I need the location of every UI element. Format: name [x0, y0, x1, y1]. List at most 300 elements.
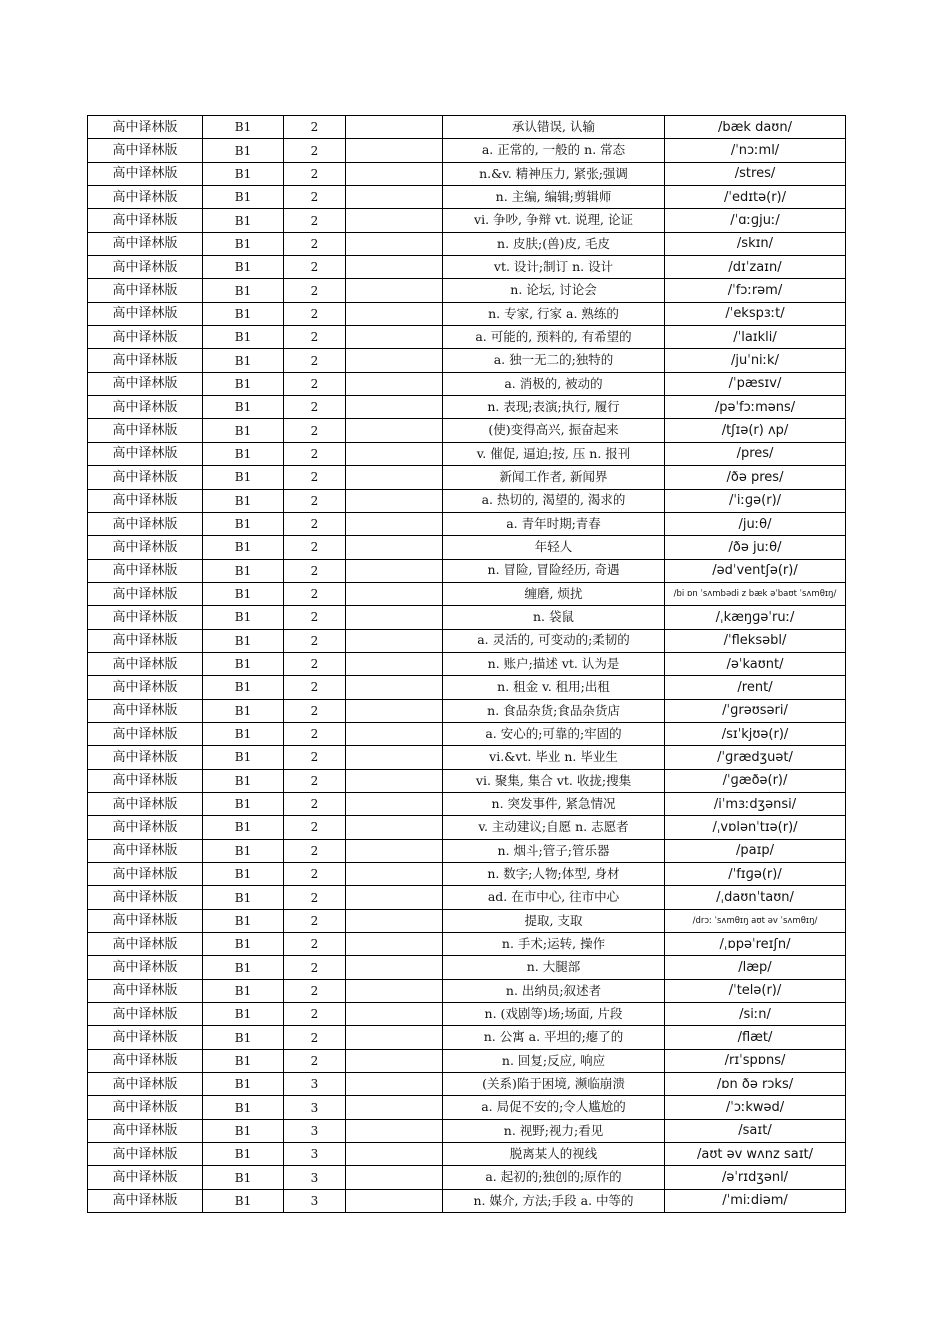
- word-cell: [346, 1189, 443, 1212]
- textbook-cell: 高中译林版: [88, 536, 203, 559]
- vocabulary-table: [87, 115, 846, 1213]
- table-row: [88, 956, 846, 979]
- table-row: [88, 372, 846, 395]
- word-cell: [346, 302, 443, 325]
- meaning-cell: n. (戏剧等)场;场面, 片段: [443, 1003, 665, 1026]
- unit-cell: 2: [284, 933, 346, 956]
- phonetic-cell: /pəˈfɔːməns/: [665, 396, 846, 419]
- meaning-cell: v. 主动建议;自愿 n. 志愿者: [443, 816, 665, 839]
- unit-cell: 2: [284, 769, 346, 792]
- level-cell: B1: [203, 652, 284, 675]
- level-cell: B1: [203, 139, 284, 162]
- level-cell: B1: [203, 979, 284, 1002]
- level-cell: B1: [203, 372, 284, 395]
- table-row: [88, 839, 846, 862]
- level-cell: B1: [203, 512, 284, 535]
- meaning-cell: a. 青年时期;青春: [443, 512, 665, 535]
- unit-cell: 2: [284, 676, 346, 699]
- table-row: [88, 582, 846, 605]
- unit-cell: 2: [284, 839, 346, 862]
- meaning-cell: 缠磨, 烦扰: [443, 582, 665, 605]
- word-cell: [346, 559, 443, 582]
- unit-cell: 2: [284, 746, 346, 769]
- meaning-cell: vi.&vt. 毕业 n. 毕业生: [443, 746, 665, 769]
- textbook-cell: 高中译林版: [88, 1073, 203, 1096]
- unit-cell: 2: [284, 886, 346, 909]
- table-row: [88, 1189, 846, 1212]
- unit-cell: 2: [284, 326, 346, 349]
- table-row: [88, 1166, 846, 1189]
- word-cell: [346, 746, 443, 769]
- table-row: [88, 933, 846, 956]
- level-cell: B1: [203, 162, 284, 185]
- unit-cell: 2: [284, 559, 346, 582]
- level-cell: B1: [203, 279, 284, 302]
- meaning-cell: ad. 在市中心, 往市中心: [443, 886, 665, 909]
- table-row: [88, 326, 846, 349]
- word-cell: [346, 139, 443, 162]
- textbook-cell: 高中译林版: [88, 629, 203, 652]
- textbook-cell: 高中译林版: [88, 933, 203, 956]
- phonetic-cell: /ɒn ðə rɔks/: [665, 1073, 846, 1096]
- word-cell: [346, 769, 443, 792]
- word-cell: [346, 349, 443, 372]
- table-row: [88, 139, 846, 162]
- meaning-cell: a. 正常的, 一般的 n. 常态: [443, 139, 665, 162]
- textbook-cell: 高中译林版: [88, 1166, 203, 1189]
- textbook-cell: 高中译林版: [88, 1096, 203, 1119]
- word-cell: [346, 909, 443, 932]
- meaning-cell: n. 公寓 a. 平坦的;瘪了的: [443, 1026, 665, 1049]
- level-cell: B1: [203, 863, 284, 886]
- phonetic-cell: /siːn/: [665, 1003, 846, 1026]
- word-cell: [346, 186, 443, 209]
- unit-cell: 3: [284, 1166, 346, 1189]
- phonetic-cell: /əˈrɪdʒənl/: [665, 1166, 846, 1189]
- table-row: [88, 419, 846, 442]
- word-cell: [346, 256, 443, 279]
- table-row: [88, 606, 846, 629]
- table-row: [88, 162, 846, 185]
- meaning-cell: a. 可能的, 预料的, 有希望的: [443, 326, 665, 349]
- word-cell: [346, 512, 443, 535]
- word-cell: [346, 863, 443, 886]
- phonetic-cell: /skɪn/: [665, 232, 846, 255]
- meaning-cell: n. 回复;反应, 响应: [443, 1049, 665, 1072]
- meaning-cell: (关系)陷于困境, 濒临崩溃: [443, 1073, 665, 1096]
- phonetic-cell: /pres/: [665, 442, 846, 465]
- unit-cell: 2: [284, 116, 346, 139]
- level-cell: B1: [203, 396, 284, 419]
- phonetic-cell: /ˈfɪɡə(r)/: [665, 863, 846, 886]
- phonetic-cell: /bæk daʊn/: [665, 116, 846, 139]
- meaning-cell: 脱离某人的视线: [443, 1143, 665, 1166]
- level-cell: B1: [203, 326, 284, 349]
- word-cell: [346, 699, 443, 722]
- unit-cell: 2: [284, 792, 346, 815]
- level-cell: B1: [203, 559, 284, 582]
- phonetic-cell: /ˈɡrəʊsəri/: [665, 699, 846, 722]
- phonetic-cell: /ðə pres/: [665, 466, 846, 489]
- textbook-cell: 高中译林版: [88, 1119, 203, 1142]
- table-row: [88, 792, 846, 815]
- phonetic-cell: /rɪˈspɒns/: [665, 1049, 846, 1072]
- textbook-cell: 高中译林版: [88, 769, 203, 792]
- level-cell: B1: [203, 419, 284, 442]
- textbook-cell: 高中译林版: [88, 1143, 203, 1166]
- level-cell: B1: [203, 209, 284, 232]
- textbook-cell: 高中译林版: [88, 256, 203, 279]
- unit-cell: 3: [284, 1073, 346, 1096]
- meaning-cell: n. 专家, 行家 a. 熟练的: [443, 302, 665, 325]
- level-cell: B1: [203, 722, 284, 745]
- word-cell: [346, 209, 443, 232]
- meaning-cell: n. 数字;人物;体型, 身材: [443, 863, 665, 886]
- word-cell: [346, 1119, 443, 1142]
- word-cell: [346, 676, 443, 699]
- table-row: [88, 186, 846, 209]
- table-row: [88, 629, 846, 652]
- level-cell: B1: [203, 1189, 284, 1212]
- level-cell: B1: [203, 606, 284, 629]
- word-cell: [346, 1166, 443, 1189]
- level-cell: B1: [203, 256, 284, 279]
- textbook-cell: 高中译林版: [88, 886, 203, 909]
- table-row: [88, 1119, 846, 1142]
- unit-cell: 2: [284, 302, 346, 325]
- table-row: [88, 1073, 846, 1096]
- word-cell: [346, 116, 443, 139]
- phonetic-cell: /ˈlaɪkli/: [665, 326, 846, 349]
- level-cell: B1: [203, 886, 284, 909]
- table-row: [88, 1003, 846, 1026]
- phonetic-cell: /ˈɔːkwəd/: [665, 1096, 846, 1119]
- unit-cell: 3: [284, 1143, 346, 1166]
- table-row: [88, 886, 846, 909]
- phonetic-cell: /ˈtelə(r)/: [665, 979, 846, 1002]
- textbook-cell: 高中译林版: [88, 606, 203, 629]
- phonetic-cell: /ˈɡæðə(r)/: [665, 769, 846, 792]
- meaning-cell: n. 论坛, 讨论会: [443, 279, 665, 302]
- textbook-cell: 高中译林版: [88, 419, 203, 442]
- phonetic-cell: /əˈkaʊnt/: [665, 652, 846, 675]
- level-cell: B1: [203, 1073, 284, 1096]
- table-row: [88, 699, 846, 722]
- word-cell: [346, 1096, 443, 1119]
- phonetic-cell: /ˈfleksəbl/: [665, 629, 846, 652]
- unit-cell: 2: [284, 536, 346, 559]
- level-cell: B1: [203, 769, 284, 792]
- meaning-cell: n. 突发事件, 紧急情况: [443, 792, 665, 815]
- word-cell: [346, 652, 443, 675]
- phonetic-cell: /paɪp/: [665, 839, 846, 862]
- table-row: [88, 116, 846, 139]
- table-row: [88, 1143, 846, 1166]
- level-cell: B1: [203, 582, 284, 605]
- phonetic-cell: /saɪt/: [665, 1119, 846, 1142]
- phonetic-cell: /iˈmɜːdʒənsi/: [665, 792, 846, 815]
- textbook-cell: 高中译林版: [88, 722, 203, 745]
- level-cell: B1: [203, 489, 284, 512]
- meaning-cell: v. 催促, 逼迫;按, 压 n. 报刊: [443, 442, 665, 465]
- textbook-cell: 高中译林版: [88, 699, 203, 722]
- level-cell: B1: [203, 1049, 284, 1072]
- level-cell: B1: [203, 536, 284, 559]
- textbook-cell: 高中译林版: [88, 232, 203, 255]
- unit-cell: 2: [284, 629, 346, 652]
- word-cell: [346, 442, 443, 465]
- meaning-cell: n. 食品杂货;食品杂货店: [443, 699, 665, 722]
- unit-cell: 2: [284, 956, 346, 979]
- word-cell: [346, 1073, 443, 1096]
- unit-cell: 2: [284, 466, 346, 489]
- phonetic-cell: /rent/: [665, 676, 846, 699]
- textbook-cell: 高中译林版: [88, 652, 203, 675]
- word-cell: [346, 606, 443, 629]
- textbook-cell: 高中译林版: [88, 139, 203, 162]
- textbook-cell: 高中译林版: [88, 349, 203, 372]
- word-cell: [346, 816, 443, 839]
- vocabulary-table-body: [88, 116, 846, 1213]
- unit-cell: 2: [284, 139, 346, 162]
- textbook-cell: 高中译林版: [88, 909, 203, 932]
- level-cell: B1: [203, 349, 284, 372]
- phonetic-cell: /juːθ/: [665, 512, 846, 535]
- table-row: [88, 442, 846, 465]
- textbook-cell: 高中译林版: [88, 396, 203, 419]
- textbook-cell: 高中译林版: [88, 816, 203, 839]
- word-cell: [346, 466, 443, 489]
- table-row: [88, 1026, 846, 1049]
- phonetic-cell: /flæt/: [665, 1026, 846, 1049]
- unit-cell: 2: [284, 582, 346, 605]
- meaning-cell: vi. 争吵, 争辩 vt. 说理, 论证: [443, 209, 665, 232]
- table-row: [88, 256, 846, 279]
- meaning-cell: 年轻人: [443, 536, 665, 559]
- meaning-cell: a. 局促不安的;令人尴尬的: [443, 1096, 665, 1119]
- textbook-cell: 高中译林版: [88, 279, 203, 302]
- table-row: [88, 536, 846, 559]
- textbook-cell: 高中译林版: [88, 676, 203, 699]
- meaning-cell: a. 灵活的, 可变动的;柔韧的: [443, 629, 665, 652]
- meaning-cell: vt. 设计;制订 n. 设计: [443, 256, 665, 279]
- phonetic-cell: /ədˈventʃə(r)/: [665, 559, 846, 582]
- level-cell: B1: [203, 1119, 284, 1142]
- phonetic-cell: /ˈedɪtə(r)/: [665, 186, 846, 209]
- textbook-cell: 高中译林版: [88, 559, 203, 582]
- unit-cell: 2: [284, 209, 346, 232]
- textbook-cell: 高中译林版: [88, 1003, 203, 1026]
- word-cell: [346, 489, 443, 512]
- meaning-cell: 提取, 支取: [443, 909, 665, 932]
- word-cell: [346, 1026, 443, 1049]
- phonetic-cell: /tʃɪə(r) ʌp/: [665, 419, 846, 442]
- unit-cell: 2: [284, 279, 346, 302]
- level-cell: B1: [203, 1026, 284, 1049]
- phonetic-cell: /ˈpæsɪv/: [665, 372, 846, 395]
- unit-cell: 2: [284, 372, 346, 395]
- unit-cell: 2: [284, 1026, 346, 1049]
- unit-cell: 2: [284, 606, 346, 629]
- meaning-cell: (使)变得高兴, 振奋起来: [443, 419, 665, 442]
- phonetic-cell: /ˌvɒlənˈtɪə(r)/: [665, 816, 846, 839]
- unit-cell: 3: [284, 1189, 346, 1212]
- textbook-cell: 高中译林版: [88, 746, 203, 769]
- textbook-cell: 高中译林版: [88, 186, 203, 209]
- textbook-cell: 高中译林版: [88, 1049, 203, 1072]
- word-cell: [346, 629, 443, 652]
- unit-cell: 2: [284, 512, 346, 535]
- level-cell: B1: [203, 466, 284, 489]
- phonetic-cell: /ˈnɔːml/: [665, 139, 846, 162]
- level-cell: B1: [203, 186, 284, 209]
- phonetic-cell: /dɪˈzaɪn/: [665, 256, 846, 279]
- unit-cell: 2: [284, 162, 346, 185]
- word-cell: [346, 839, 443, 862]
- level-cell: B1: [203, 956, 284, 979]
- table-row: [88, 979, 846, 1002]
- table-row: [88, 559, 846, 582]
- unit-cell: 2: [284, 699, 346, 722]
- textbook-cell: 高中译林版: [88, 302, 203, 325]
- level-cell: B1: [203, 232, 284, 255]
- meaning-cell: a. 起初的;独创的;原作的: [443, 1166, 665, 1189]
- meaning-cell: 新闻工作者, 新闻界: [443, 466, 665, 489]
- word-cell: [346, 419, 443, 442]
- level-cell: B1: [203, 442, 284, 465]
- textbook-cell: 高中译林版: [88, 863, 203, 886]
- phonetic-cell: /bi ɒn ˈsʌmbədi z bæk əˈbaʊt ˈsʌmθɪŋ/: [665, 582, 846, 605]
- textbook-cell: 高中译林版: [88, 512, 203, 535]
- table-row: [88, 232, 846, 255]
- level-cell: B1: [203, 302, 284, 325]
- word-cell: [346, 396, 443, 419]
- phonetic-cell: /juˈniːk/: [665, 349, 846, 372]
- phonetic-cell: /ðə juːθ/: [665, 536, 846, 559]
- textbook-cell: 高中译林版: [88, 956, 203, 979]
- textbook-cell: 高中译林版: [88, 489, 203, 512]
- table-row: [88, 816, 846, 839]
- level-cell: B1: [203, 1143, 284, 1166]
- table-row: [88, 466, 846, 489]
- textbook-cell: 高中译林版: [88, 372, 203, 395]
- meaning-cell: n. 冒险, 冒险经历, 奇遇: [443, 559, 665, 582]
- phonetic-cell: /ˌkæŋɡəˈruː/: [665, 606, 846, 629]
- table-row: [88, 863, 846, 886]
- word-cell: [346, 886, 443, 909]
- unit-cell: 2: [284, 442, 346, 465]
- unit-cell: 2: [284, 722, 346, 745]
- table-row: [88, 209, 846, 232]
- word-cell: [346, 1049, 443, 1072]
- meaning-cell: a. 安心的;可靠的;牢固的: [443, 722, 665, 745]
- textbook-cell: 高中译林版: [88, 466, 203, 489]
- table-row: [88, 396, 846, 419]
- textbook-cell: 高中译林版: [88, 442, 203, 465]
- meaning-cell: n. 账户;描述 vt. 认为是: [443, 652, 665, 675]
- phonetic-cell: /sɪˈkjʊə(r)/: [665, 722, 846, 745]
- unit-cell: 2: [284, 1003, 346, 1026]
- meaning-cell: vi. 聚集, 集合 vt. 收拢;搜集: [443, 769, 665, 792]
- unit-cell: 3: [284, 1096, 346, 1119]
- meaning-cell: n. 表现;表演;执行, 履行: [443, 396, 665, 419]
- table-row: [88, 769, 846, 792]
- level-cell: B1: [203, 676, 284, 699]
- unit-cell: 2: [284, 349, 346, 372]
- word-cell: [346, 232, 443, 255]
- word-cell: [346, 279, 443, 302]
- level-cell: B1: [203, 792, 284, 815]
- phonetic-cell: /drɔː ˈsʌmθɪŋ aʊt əv ˈsʌmθɪŋ/: [665, 909, 846, 932]
- table-row: [88, 489, 846, 512]
- textbook-cell: 高中译林版: [88, 839, 203, 862]
- phonetic-cell: /ˈfɔːrəm/: [665, 279, 846, 302]
- word-cell: [346, 792, 443, 815]
- unit-cell: 2: [284, 186, 346, 209]
- meaning-cell: n. 大腿部: [443, 956, 665, 979]
- table-row: [88, 909, 846, 932]
- meaning-cell: a. 独一无二的;独特的: [443, 349, 665, 372]
- phonetic-cell: /ˈiːɡə(r)/: [665, 489, 846, 512]
- unit-cell: 2: [284, 1049, 346, 1072]
- textbook-cell: 高中译林版: [88, 1189, 203, 1212]
- meaning-cell: n. 出纳员;叙述者: [443, 979, 665, 1002]
- unit-cell: 2: [284, 232, 346, 255]
- meaning-cell: n. 视野;视力;看见: [443, 1119, 665, 1142]
- unit-cell: 2: [284, 419, 346, 442]
- textbook-cell: 高中译林版: [88, 1026, 203, 1049]
- table-row: [88, 652, 846, 675]
- level-cell: B1: [203, 816, 284, 839]
- table-row: [88, 1049, 846, 1072]
- phonetic-cell: /ˈɑːɡjuː/: [665, 209, 846, 232]
- phonetic-cell: /ˈmiːdiəm/: [665, 1189, 846, 1212]
- meaning-cell: 承认错误, 认输: [443, 116, 665, 139]
- meaning-cell: n. 手术;运转, 操作: [443, 933, 665, 956]
- phonetic-cell: /ˈɡrædʒuət/: [665, 746, 846, 769]
- textbook-cell: 高中译林版: [88, 116, 203, 139]
- word-cell: [346, 162, 443, 185]
- word-cell: [346, 582, 443, 605]
- word-cell: [346, 326, 443, 349]
- textbook-cell: 高中译林版: [88, 326, 203, 349]
- level-cell: B1: [203, 1166, 284, 1189]
- phonetic-cell: /ˈekspɜːt/: [665, 302, 846, 325]
- level-cell: B1: [203, 629, 284, 652]
- unit-cell: 2: [284, 979, 346, 1002]
- textbook-cell: 高中译林版: [88, 162, 203, 185]
- word-cell: [346, 979, 443, 1002]
- phonetic-cell: /ˌɒpəˈreɪʃn/: [665, 933, 846, 956]
- table-row: [88, 676, 846, 699]
- meaning-cell: n. 租金 v. 租用;出租: [443, 676, 665, 699]
- phonetic-cell: /aʊt əv wʌnz saɪt/: [665, 1143, 846, 1166]
- unit-cell: 2: [284, 863, 346, 886]
- level-cell: B1: [203, 909, 284, 932]
- meaning-cell: n. 袋鼠: [443, 606, 665, 629]
- table-row: [88, 349, 846, 372]
- unit-cell: 2: [284, 909, 346, 932]
- word-cell: [346, 1003, 443, 1026]
- meaning-cell: n.&v. 精神压力, 紧张;强调: [443, 162, 665, 185]
- unit-cell: 3: [284, 1119, 346, 1142]
- unit-cell: 2: [284, 816, 346, 839]
- meaning-cell: n. 烟斗;管子;管乐器: [443, 839, 665, 862]
- meaning-cell: n. 皮肤;(兽)皮, 毛皮: [443, 232, 665, 255]
- unit-cell: 2: [284, 256, 346, 279]
- level-cell: B1: [203, 1003, 284, 1026]
- phonetic-cell: /stres/: [665, 162, 846, 185]
